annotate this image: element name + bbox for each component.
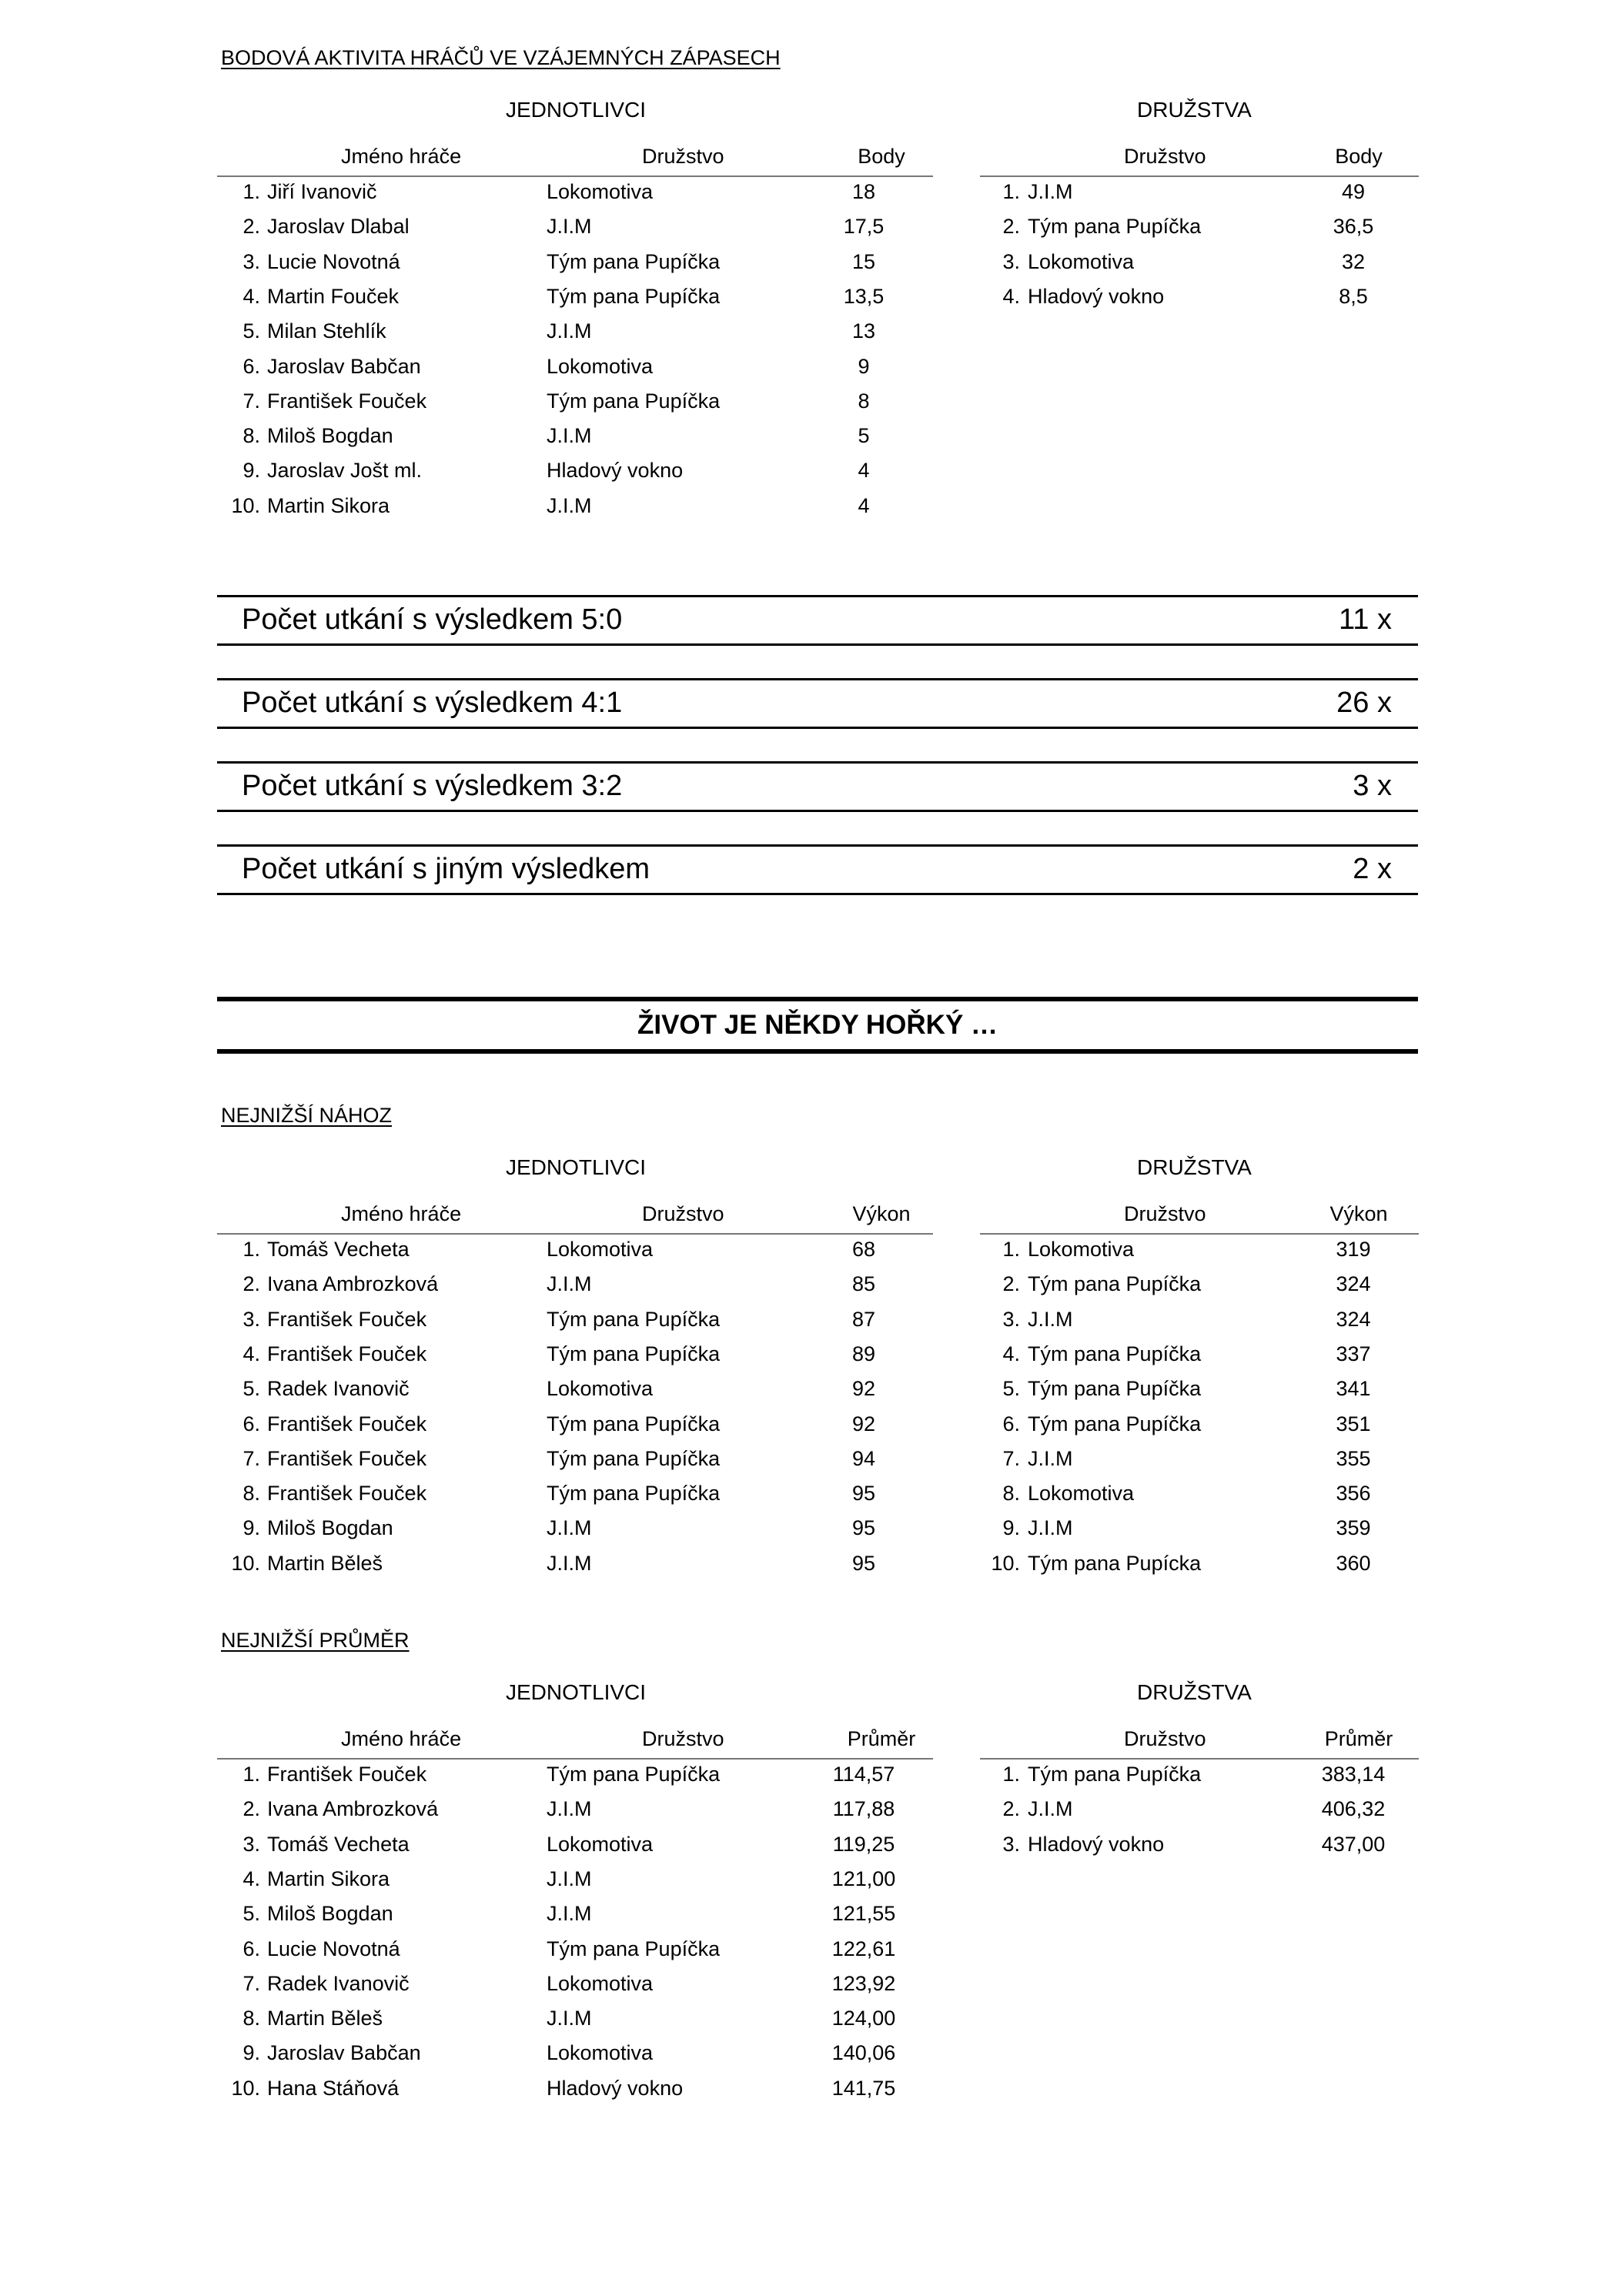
table-row bbox=[217, 319, 933, 354]
row-rank: 10. bbox=[991, 1551, 1020, 1575]
player-name: František Fouček bbox=[267, 1446, 427, 1470]
team-value: 355 bbox=[1336, 1446, 1371, 1470]
section-title-lowest-average: NEJNIŽŠÍ PRŮMĚR bbox=[221, 1629, 410, 1652]
row-rank: 3. bbox=[242, 249, 260, 273]
row-rank: 8. bbox=[1002, 1482, 1020, 1506]
table-row bbox=[217, 250, 933, 285]
header-divider bbox=[217, 1758, 933, 1760]
row-rank: 9. bbox=[242, 1516, 260, 1540]
player-value: 4 bbox=[858, 459, 870, 483]
player-name: Jaroslav Babčan bbox=[267, 354, 421, 378]
row-rank: 3. bbox=[242, 1832, 260, 1856]
team-name: J.I.M bbox=[1028, 1446, 1073, 1470]
table-row bbox=[980, 1797, 1419, 1832]
row-rank: 5. bbox=[1002, 1377, 1020, 1401]
player-team: J.I.M bbox=[547, 424, 592, 448]
player-team: Hladový vokno bbox=[547, 459, 684, 483]
player-value: 124,00 bbox=[831, 2007, 896, 2030]
row-rank: 6. bbox=[242, 354, 260, 378]
player-name: Martin Sikora bbox=[267, 1867, 390, 1890]
player-team: J.I.M bbox=[547, 1867, 592, 1890]
row-rank: 2. bbox=[242, 1797, 260, 1821]
row-rank: 2. bbox=[1002, 1797, 1020, 1821]
row-rank: 9. bbox=[1002, 1516, 1020, 1540]
player-name: Radek Ivanovič bbox=[267, 1377, 410, 1401]
table-row bbox=[217, 355, 933, 389]
column-header-team: Družstvo bbox=[642, 1202, 724, 1225]
team-value: 8,5 bbox=[1339, 284, 1368, 308]
player-value: 140,06 bbox=[831, 2041, 896, 2065]
player-team: J.I.M bbox=[547, 1902, 592, 1926]
table-row bbox=[980, 250, 1419, 285]
player-team: Tým pana Pupíčka bbox=[547, 1763, 721, 1786]
player-name: František Fouček bbox=[267, 1342, 427, 1365]
team-value: 49 bbox=[1341, 180, 1366, 203]
table-row bbox=[217, 1902, 933, 1937]
player-team: Lokomotiva bbox=[547, 2041, 654, 2065]
table-row bbox=[217, 2007, 933, 2041]
team-name: Tým pana Pupíčka bbox=[1028, 1377, 1202, 1401]
team-value: 324 bbox=[1336, 1272, 1371, 1296]
row-rank: 3. bbox=[1002, 1832, 1020, 1856]
header-divider bbox=[980, 1758, 1419, 1760]
team-value: 356 bbox=[1336, 1482, 1371, 1506]
row-rank: 6. bbox=[242, 1412, 260, 1435]
team-name: Lokomotiva bbox=[1028, 249, 1135, 273]
result-count-label: Počet utkání s výsledkem 5:0 bbox=[242, 603, 623, 636]
team-name: J.I.M bbox=[1028, 1797, 1073, 1821]
player-name: Milan Stehlík bbox=[267, 319, 386, 343]
player-name: František Fouček bbox=[267, 1763, 427, 1786]
row-rank: 9. bbox=[242, 2041, 260, 2065]
player-value: 95 bbox=[851, 1516, 876, 1540]
table-row bbox=[980, 180, 1419, 215]
row-rank: 4. bbox=[1002, 1342, 1020, 1365]
player-team: Tým pana Pupíčka bbox=[547, 1937, 721, 1960]
table-row bbox=[980, 1308, 1419, 1342]
row-rank: 2. bbox=[242, 1272, 260, 1296]
table-row bbox=[217, 459, 933, 493]
player-value: 87 bbox=[851, 1307, 876, 1331]
result-count-label: Počet utkání s jiným výsledkem bbox=[242, 853, 650, 885]
team-name: Tým pana Pupíčka bbox=[1028, 215, 1202, 239]
team-value: 351 bbox=[1336, 1412, 1371, 1435]
table-row bbox=[217, 1412, 933, 1447]
table-row bbox=[980, 1833, 1419, 1867]
player-team: J.I.M bbox=[547, 1551, 592, 1575]
table-row bbox=[217, 180, 933, 215]
row-rank: 3. bbox=[242, 1307, 260, 1331]
table-row bbox=[217, 2077, 933, 2111]
column-header-name: Jméno hráče bbox=[341, 1727, 462, 1750]
column-header-value: Průměr bbox=[1324, 1727, 1393, 1750]
row-rank: 10. bbox=[231, 2076, 260, 2100]
player-value: 17,5 bbox=[843, 215, 885, 239]
team-name: Hladový vokno bbox=[1028, 284, 1165, 308]
player-value: 141,75 bbox=[831, 2076, 896, 2100]
table-row bbox=[217, 1238, 933, 1272]
table-row bbox=[980, 1516, 1419, 1551]
player-value: 117,88 bbox=[832, 1797, 895, 1821]
table-row bbox=[217, 1377, 933, 1412]
table-row bbox=[217, 424, 933, 459]
table-row bbox=[980, 1447, 1419, 1482]
row-rank: 7. bbox=[242, 389, 260, 413]
row-rank: 2. bbox=[242, 215, 260, 239]
result-count-value: 3 x bbox=[1353, 770, 1392, 802]
row-rank: 2. bbox=[1002, 215, 1020, 239]
teams-label: DRUŽSTVA bbox=[1137, 98, 1252, 122]
row-rank: 9. bbox=[242, 459, 260, 483]
player-team: Tým pana Pupíčka bbox=[547, 389, 721, 413]
table-row bbox=[980, 1763, 1419, 1797]
player-team: J.I.M bbox=[547, 1797, 592, 1821]
player-team: J.I.M bbox=[547, 1516, 592, 1540]
player-value: 121,00 bbox=[831, 1867, 896, 1890]
player-team: Tým pana Pupíčka bbox=[547, 249, 721, 273]
team-name: Tým pana Pupíčka bbox=[1028, 1412, 1202, 1435]
table-row bbox=[980, 1552, 1419, 1586]
team-value: 341 bbox=[1336, 1377, 1371, 1401]
player-name: Martin Běleš bbox=[267, 2007, 383, 2030]
table-row bbox=[217, 1833, 933, 1867]
player-team: Tým pana Pupíčka bbox=[547, 1482, 721, 1506]
table-row bbox=[217, 1867, 933, 1902]
teams-label: DRUŽSTVA bbox=[1137, 1155, 1252, 1179]
player-team: Lokomotiva bbox=[547, 1832, 654, 1856]
player-value: 68 bbox=[851, 1238, 876, 1261]
player-team: Tým pana Pupíčka bbox=[547, 284, 721, 308]
player-value: 8 bbox=[858, 389, 870, 413]
player-team: J.I.M bbox=[547, 2007, 592, 2030]
column-header-name: Jméno hráče bbox=[341, 145, 462, 168]
team-name: J.I.M bbox=[1028, 1307, 1073, 1331]
player-team: J.I.M bbox=[547, 215, 592, 239]
row-rank: 5. bbox=[242, 319, 260, 343]
table-row bbox=[217, 1763, 933, 1797]
row-rank: 1. bbox=[1002, 1763, 1020, 1786]
player-team: Lokomotiva bbox=[547, 354, 654, 378]
column-header-value: Výkon bbox=[852, 1202, 911, 1225]
column-header-team: Družstvo bbox=[1124, 1202, 1206, 1225]
player-name: Miloš Bogdan bbox=[267, 1516, 393, 1540]
team-name: J.I.M bbox=[1028, 180, 1073, 203]
column-header-team: Družstvo bbox=[1124, 1727, 1206, 1750]
table-row bbox=[217, 285, 933, 319]
row-rank: 6. bbox=[242, 1937, 260, 1960]
player-team: Lokomotiva bbox=[547, 1971, 654, 1995]
player-value: 119,25 bbox=[832, 1832, 895, 1856]
section-title-points: BODOVÁ AKTIVITA HRÁČŮ VE VZÁJEMNÝCH ZÁPASECH bbox=[221, 46, 781, 69]
result-count-label: Počet utkání s výsledkem 4:1 bbox=[242, 687, 623, 719]
column-header-team: Družstvo bbox=[642, 1727, 724, 1750]
team-value: 319 bbox=[1336, 1238, 1371, 1261]
player-name: Miloš Bogdan bbox=[267, 1902, 393, 1926]
player-value: 123,92 bbox=[831, 1971, 896, 1995]
team-value: 383,14 bbox=[1321, 1763, 1386, 1786]
player-name: Jaroslav Dlabal bbox=[267, 215, 410, 239]
team-name: Tým pana Pupíčka bbox=[1028, 1763, 1202, 1786]
player-value: 13 bbox=[851, 319, 876, 343]
player-value: 5 bbox=[858, 424, 870, 448]
team-name: Tým pana Pupíčka bbox=[1028, 1342, 1202, 1365]
player-value: 95 bbox=[851, 1551, 876, 1575]
row-rank: 4. bbox=[242, 284, 260, 308]
result-count-row bbox=[217, 678, 1418, 729]
header-divider bbox=[980, 175, 1419, 177]
column-header-team: Družstvo bbox=[1124, 145, 1206, 168]
team-value: 337 bbox=[1336, 1342, 1371, 1365]
player-team: J.I.M bbox=[547, 1272, 592, 1296]
team-value: 406,32 bbox=[1321, 1797, 1386, 1821]
row-rank: 5. bbox=[242, 1902, 260, 1926]
row-rank: 8. bbox=[242, 1482, 260, 1506]
team-value: 360 bbox=[1336, 1551, 1371, 1575]
row-rank: 1. bbox=[242, 180, 260, 203]
result-count-row bbox=[217, 761, 1418, 812]
player-name: Lucie Novotná bbox=[267, 1937, 400, 1960]
player-name: Martin Běleš bbox=[267, 1551, 383, 1575]
player-team: J.I.M bbox=[547, 493, 592, 517]
player-name: Tomáš Vecheta bbox=[267, 1238, 410, 1261]
player-team: Tým pana Pupíčka bbox=[547, 1342, 721, 1365]
player-value: 85 bbox=[851, 1272, 876, 1296]
banner-title: ŽIVOT JE NĚKDY HOŘKÝ … bbox=[217, 997, 1418, 1054]
row-rank: 10. bbox=[231, 493, 260, 517]
row-rank: 6. bbox=[1002, 1412, 1020, 1435]
table-row bbox=[217, 1272, 933, 1307]
table-row bbox=[217, 1552, 933, 1586]
player-value: 89 bbox=[851, 1342, 876, 1365]
table-row bbox=[217, 1937, 933, 1972]
row-rank: 3. bbox=[1002, 1307, 1020, 1331]
column-header-value: Průměr bbox=[847, 1727, 916, 1750]
row-rank: 1. bbox=[1002, 180, 1020, 203]
player-name: Martin Sikora bbox=[267, 493, 390, 517]
player-name: František Fouček bbox=[267, 1482, 427, 1506]
team-name: Lokomotiva bbox=[1028, 1238, 1135, 1261]
row-rank: 4. bbox=[1002, 284, 1020, 308]
table-row bbox=[980, 1342, 1419, 1377]
table-row bbox=[217, 1342, 933, 1377]
table-row bbox=[217, 1482, 933, 1516]
team-value: 36,5 bbox=[1333, 215, 1374, 239]
player-name: Miloš Bogdan bbox=[267, 424, 393, 448]
column-header-value: Body bbox=[1335, 145, 1383, 168]
table-row bbox=[217, 215, 933, 249]
row-rank: 1. bbox=[1002, 1238, 1020, 1261]
row-rank: 8. bbox=[242, 424, 260, 448]
player-value: 9 bbox=[858, 354, 870, 378]
player-value: 122,61 bbox=[831, 1937, 896, 1960]
result-count-row bbox=[217, 844, 1418, 895]
header-divider bbox=[980, 1233, 1419, 1235]
table-row bbox=[980, 1412, 1419, 1447]
row-rank: 2. bbox=[1002, 1272, 1020, 1296]
row-rank: 10. bbox=[231, 1551, 260, 1575]
player-name: František Fouček bbox=[267, 1307, 427, 1331]
player-name: Jaroslav Jošt ml. bbox=[267, 459, 423, 483]
teams-label: DRUŽSTVA bbox=[1137, 1680, 1252, 1704]
table-row bbox=[980, 285, 1419, 319]
result-count-row bbox=[217, 595, 1418, 646]
team-value: 324 bbox=[1336, 1307, 1371, 1331]
individuals-label: JEDNOTLIVCI bbox=[506, 1680, 647, 1704]
player-team: Tým pana Pupíčka bbox=[547, 1446, 721, 1470]
player-value: 95 bbox=[851, 1482, 876, 1506]
player-team: Tým pana Pupíčka bbox=[547, 1307, 721, 1331]
column-header-team: Družstvo bbox=[642, 145, 724, 168]
table-row bbox=[980, 1272, 1419, 1307]
row-rank: 1. bbox=[242, 1238, 260, 1261]
player-name: Ivana Ambrozková bbox=[267, 1272, 439, 1296]
team-value: 437,00 bbox=[1321, 1832, 1386, 1856]
player-name: František Fouček bbox=[267, 1412, 427, 1435]
row-rank: 7. bbox=[242, 1971, 260, 1995]
team-name: Tým pana Pupíčka bbox=[1028, 1272, 1202, 1296]
team-name: Hladový vokno bbox=[1028, 1832, 1165, 1856]
team-value: 359 bbox=[1336, 1516, 1371, 1540]
player-name: Lucie Novotná bbox=[267, 249, 400, 273]
player-value: 92 bbox=[851, 1412, 876, 1435]
row-rank: 8. bbox=[242, 2007, 260, 2030]
player-value: 92 bbox=[851, 1377, 876, 1401]
row-rank: 7. bbox=[1002, 1446, 1020, 1470]
individuals-label: JEDNOTLIVCI bbox=[506, 98, 647, 122]
section-title-lowest-throw: NEJNIŽŠÍ NÁHOZ bbox=[221, 1104, 393, 1127]
row-rank: 7. bbox=[242, 1446, 260, 1470]
result-count-value: 11 x bbox=[1338, 603, 1392, 636]
table-row bbox=[980, 1377, 1419, 1412]
player-value: 18 bbox=[851, 180, 876, 203]
team-name: Tým pana Pupícka bbox=[1028, 1551, 1202, 1575]
result-count-value: 2 x bbox=[1353, 853, 1392, 885]
player-value: 94 bbox=[851, 1446, 876, 1470]
table-row bbox=[980, 215, 1419, 249]
player-name: Tomáš Vecheta bbox=[267, 1832, 410, 1856]
player-value: 121,55 bbox=[831, 1902, 896, 1926]
row-rank: 3. bbox=[1002, 249, 1020, 273]
table-row bbox=[217, 1797, 933, 1832]
team-value: 32 bbox=[1341, 249, 1366, 273]
table-row bbox=[217, 2041, 933, 2076]
player-name: Radek Ivanovič bbox=[267, 1971, 410, 1995]
row-rank: 1. bbox=[242, 1763, 260, 1786]
player-value: 13,5 bbox=[843, 284, 885, 308]
player-team: Hladový vokno bbox=[547, 2076, 684, 2100]
player-name: Hana Stáňová bbox=[267, 2076, 400, 2100]
table-row bbox=[217, 1516, 933, 1551]
player-team: Lokomotiva bbox=[547, 1377, 654, 1401]
team-name: Lokomotiva bbox=[1028, 1482, 1135, 1506]
table-row bbox=[980, 1482, 1419, 1516]
individuals-label: JEDNOTLIVCI bbox=[506, 1155, 647, 1179]
column-header-name: Jméno hráče bbox=[341, 1202, 462, 1225]
player-team: Lokomotiva bbox=[547, 180, 654, 203]
row-rank: 4. bbox=[242, 1342, 260, 1365]
header-divider bbox=[217, 1233, 933, 1235]
player-value: 4 bbox=[858, 493, 870, 517]
table-row bbox=[980, 1238, 1419, 1272]
player-team: Lokomotiva bbox=[547, 1238, 654, 1261]
table-row bbox=[217, 1447, 933, 1482]
player-name: František Fouček bbox=[267, 389, 427, 413]
table-row bbox=[217, 389, 933, 424]
player-name: Martin Fouček bbox=[267, 284, 400, 308]
column-header-value: Body bbox=[858, 145, 905, 168]
team-name: J.I.M bbox=[1028, 1516, 1073, 1540]
row-rank: 4. bbox=[242, 1867, 260, 1890]
player-value: 15 bbox=[851, 249, 876, 273]
result-count-label: Počet utkání s výsledkem 3:2 bbox=[242, 770, 623, 802]
player-name: Jaroslav Babčan bbox=[267, 2041, 421, 2065]
result-count-value: 26 x bbox=[1336, 687, 1392, 719]
player-value: 114,57 bbox=[832, 1763, 895, 1786]
table-row bbox=[217, 1972, 933, 2007]
table-row bbox=[217, 1308, 933, 1342]
player-team: J.I.M bbox=[547, 319, 592, 343]
header-divider bbox=[217, 175, 933, 177]
player-name: Jiří Ivanovič bbox=[267, 180, 377, 203]
table-row bbox=[217, 494, 933, 529]
row-rank: 5. bbox=[242, 1377, 260, 1401]
column-header-value: Výkon bbox=[1329, 1202, 1388, 1225]
player-team: Tým pana Pupíčka bbox=[547, 1412, 721, 1435]
player-name: Ivana Ambrozková bbox=[267, 1797, 439, 1821]
